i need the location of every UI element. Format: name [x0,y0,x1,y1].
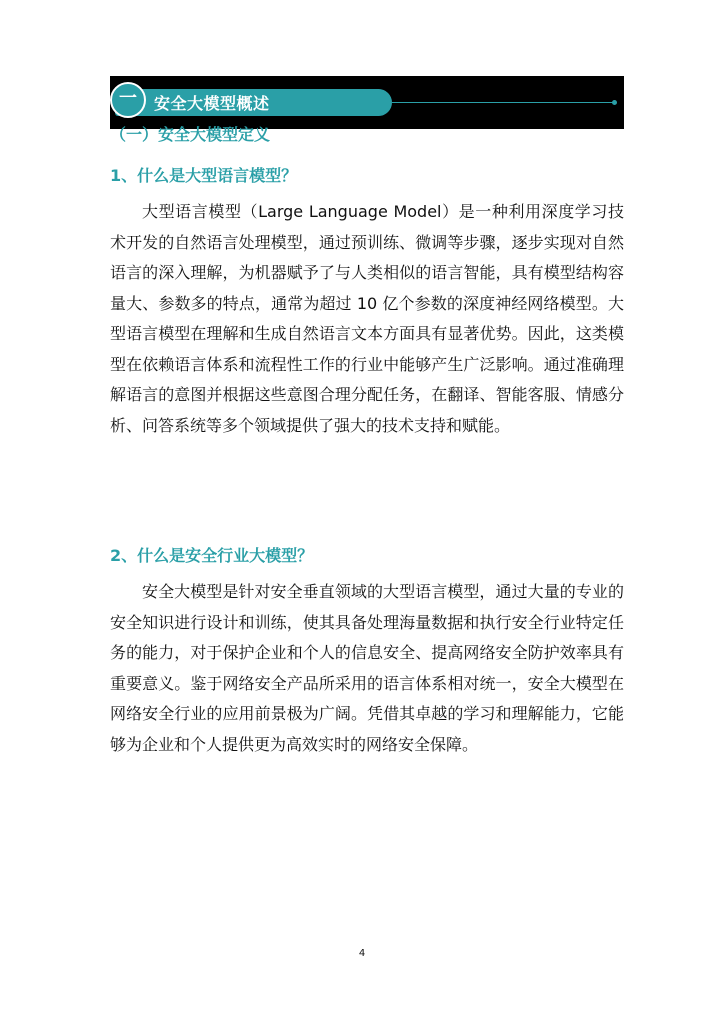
subsection-heading: （一）安全大模型定义 [110,125,271,144]
banner-dot-icon [612,100,617,105]
question-2-heading: 2、什么是安全行业大模型？ [110,546,314,565]
section-number-badge: 一 [110,82,146,118]
question-2-paragraph: 安全大模型是针对安全垂直领域的大型语言模型，通过大量的专业的安全知识进行设计和训练，使其具备处理海量数据和执行安全行业特定任务的能力，对于保护企业和个人的信息安全、提高网络安全防护效率具有重要意义。鉴于网络安全产品所采用的语言体系相对统一，安全大模型在网络安全行业的应用前景极为广阔。凭借其卓越的学习和理解能力，它能够为企业和个人提供更为高效实时的网络安全保障。 [110,582,624,754]
section-title: 安全大模型概述 [154,94,270,113]
page-number: 4 [358,948,366,959]
question-1-heading: 1、什么是大型语言模型？ [110,166,298,185]
question-1-paragraph: 大型语言模型（Large Language Model）是一种利用深度学习技术开发的自然语言处理模型，通过预训练、微调等步骤，逐步实现对自然语言的深入理解，为机器赋予了与人类相似的语言智能，具有模型结构容量大、参数多的特点，通常为超过 10 亿个参数的深度神经网络模型。大型语言模型在理解和生成自然语言文本方面具有显著优势。因此，这类模型在依赖语言体系和流程性工作的行业中能够产生广泛影响。通过准确理解语言的意图并根据这些意图合理分配任务，在翻译、智能客服、情感分析、问答系统等多个领域提供了强大的技术支持和赋能。 [110,202,624,435]
banner-divider-line [392,102,614,103]
